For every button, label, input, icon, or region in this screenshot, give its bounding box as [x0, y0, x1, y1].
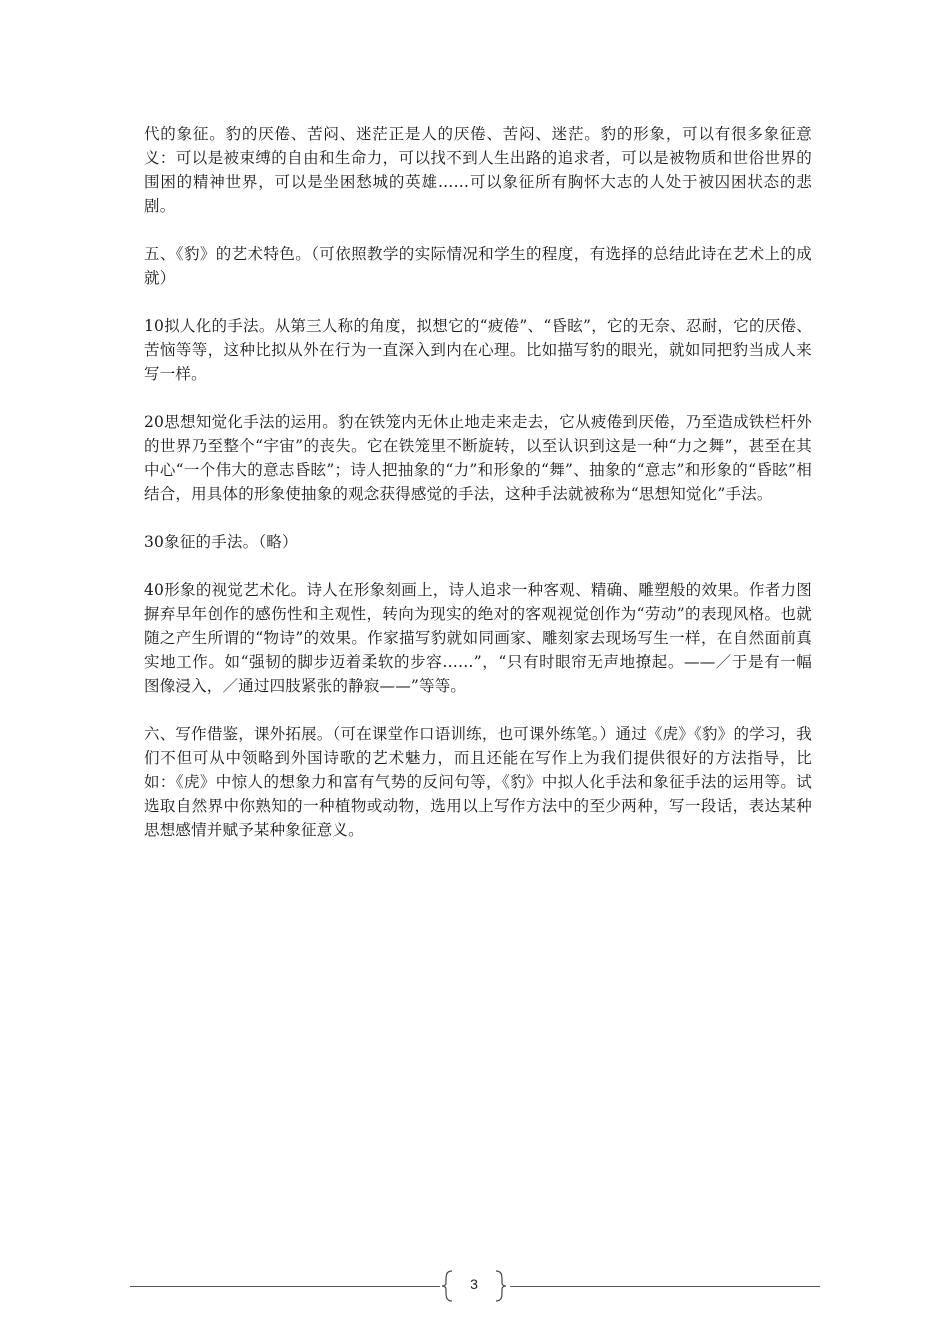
document-body — [144, 122, 812, 866]
page-number-bracket — [442, 1270, 506, 1302]
paragraph-visual-art: 40形象的视觉艺术化。诗人在形象刻画上，诗人追求一种客观、精确、雕塑般的效果。作者力图摒弃早年创作的感伤性和主观性，转向为现实的绝对的客观视觉创作为“劳动”的表现风格。也就随之产生所谓的“物诗”的效果。作家描写豹就如同画家、雕刻家去现场写生一样，在自然面前真实地工作。如“强韧的脚步迈着柔软的步容……”，“只有时眼帘无声地撩起。——／于是有一幅图像浸入，／通过四肢紧张的静寂——”等等。 — [144, 581, 812, 695]
footer-divider-right — [510, 1286, 820, 1287]
paragraph-section-five-heading: 五、《豹》的艺术特色。（可依照教学的实际情况和学生的程度，有选择的总结此诗在艺术上的成就） — [144, 245, 812, 287]
footer-divider-left — [130, 1286, 440, 1287]
page-number: 3 — [470, 1276, 478, 1292]
paragraph-symbolism: 代的象征。豹的厌倦、苦闷、迷茫正是人的厌倦、苦闷、迷茫。豹的形象，可以有很多象征意义：可以是被束缚的自由和生命力，可以找不到人生出路的追求者，可以是被物质和世俗世界的围困的精神世界，可以是坐困愁城的英雄……可以象征所有胸怀大志的人处于被囚困状态的悲剧。 — [144, 125, 812, 215]
paragraph-personification: 10拟人化的手法。从第三人称的角度，拟想它的“疲倦”、“昏眩”，它的无奈、忍耐，它的厌倦、苦恼等等，这种比拟从外在行为一直深入到内在心理。比如描写豹的眼光，就如同把豹当成人来写一样。 — [144, 317, 812, 383]
paragraph-section-six-writing: 六、写作借鉴，课外拓展。（可在课堂作口语训练，也可课外练笔。）通过《虎》《豹》的学习，我们不但可从中领略到外国诗歌的艺术魅力，而且还能在写作上为我们提供很好的方法指导，比如：《虎》中惊人的想象力和富有气势的反问句等，《豹》中拟人化手法和象征手法的运用等。试选取自然界中你熟知的一种植物或动物，选用以上写作方法中的至少两种，写一段话，表达某种思想感情并赋予某种象征意义。 — [144, 725, 812, 839]
paragraph-thought-perception: 20思想知觉化手法的运用。豹在铁笼内无休止地走来走去，它从疲倦到厌倦，乃至造成铁栏杆外的世界乃至整个“宇宙”的丧失。它在铁笼里不断旋转，以至认识到这是一种“力之舞”，甚至在其中心“一个伟大的意志昏眩”；诗人把抽象的“力”和形象的“舞”、抽象的“意志”和形象的“昏眩”相结合，用具体的形象使抽象的观念获得感觉的手法，这种手法就被称为“思想知觉化”手法。 — [144, 413, 812, 503]
paragraph-symbolic-technique: 30象征的手法。（略） — [144, 533, 298, 551]
page-footer — [130, 1266, 820, 1306]
